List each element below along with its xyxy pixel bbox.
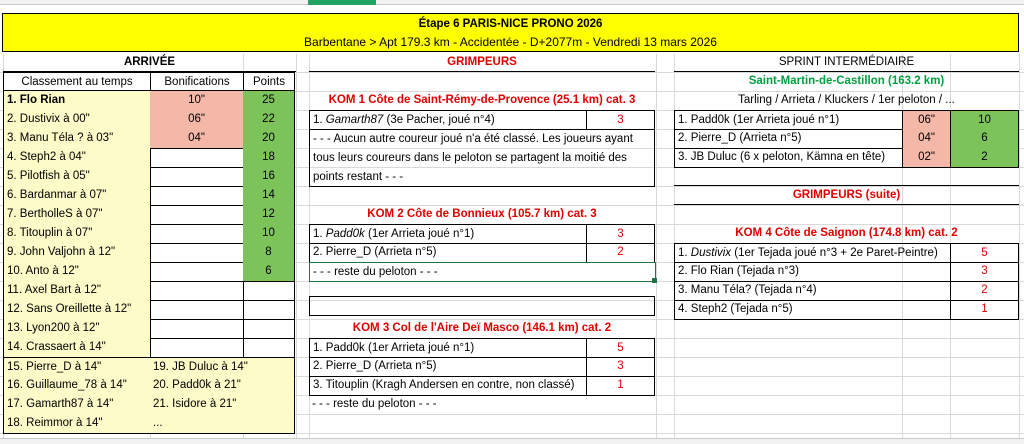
kom-row-name: 3. Titouplin — [313, 379, 369, 391]
arrivee-extra-right: 20. Padd0k à 21" — [150, 376, 295, 396]
kom4-title: KOM 4 Côte de Saignon (174.8 km) cat. 2 — [735, 227, 958, 239]
sprint-location: Saint-Martin-de-Castillon (163.2 km) — [748, 75, 945, 87]
arrivee-row-points — [243, 319, 295, 339]
kom1-title: KOM 1 Côte de Saint-Rémy-de-Provence (25.1 km) cat. 3 — [328, 94, 636, 106]
arrivee-row-bonif — [150, 262, 244, 282]
kom2-separator-box — [309, 296, 655, 316]
arrivee-extra-left: 15. Pierre_D à 14" — [3, 357, 151, 377]
kom-row-detail: (Tejada n°5) — [727, 303, 793, 315]
kom-row-detail: (Kragh Andersen en contre, non classé) — [368, 379, 575, 391]
page-title: Étape 6 PARIS-NICE PRONO 2026 — [418, 18, 603, 30]
kom-row-label — [309, 376, 587, 396]
kom-row-rank: 1. — [678, 247, 691, 259]
arrivee-row-label: 6. Bardanmar à 07" — [3, 186, 151, 206]
arrivee-row-points — [243, 338, 295, 358]
kom-row-rank: 1. — [313, 228, 326, 240]
kom-row-label — [309, 243, 587, 263]
arrivee-row-points: 6 — [243, 262, 295, 282]
arrivee-row-points: 22 — [243, 110, 295, 130]
arrivee-row-label: 5. Pilotfish à 05" — [3, 167, 151, 187]
kom-row-name: 2. Pierre_D — [313, 246, 372, 258]
kom-row-points: 1 — [586, 376, 655, 396]
arrivee-row-points: 10 — [243, 224, 295, 244]
arrivee-row-points: 14 — [243, 186, 295, 206]
arrivee-extra-left: 16. Guillaume_78 à 14" — [3, 376, 151, 396]
arrivee-row-bonif — [150, 186, 244, 206]
active-column-indicator — [308, 0, 376, 5]
arrivee-row-label: 9. John Valjohn à 12" — [3, 243, 151, 263]
arrivee-row-points — [243, 281, 295, 301]
kom-row-name: Dustivix — [690, 247, 732, 259]
kom-row-name: 4. Steph2 — [678, 303, 728, 315]
arrivee-row-label: 8. Titouplin à 07" — [3, 224, 151, 244]
kom-row-points: 5 — [586, 338, 655, 358]
sprint-row-points: 2 — [950, 148, 1019, 168]
arrivee-row-label: 13. Lyon200 à 12" — [3, 319, 151, 339]
sprint-row-label: 3. JB Duluc (6 x peloton, Kämna en tête) — [674, 148, 903, 168]
arrivee-row-bonif — [150, 300, 244, 320]
sprint-subtitle: Tarling / Arrieta / Kluckers / 1er peloton / ... — [738, 94, 955, 106]
sprint-row-bonif: 06" — [902, 110, 951, 130]
kom-row-points: 2 — [950, 281, 1019, 301]
grimpeurs-suite-title: GRIMPEURS (suite) — [674, 185, 1019, 205]
arrivee-extra-left: 18. Reimmor à 14" — [3, 414, 151, 434]
kom3-title: KOM 3 Col de l'Aire Deï Masco (146.1 km) cat. 2 — [352, 322, 612, 334]
arrivee-section — [0, 0, 1, 1]
kom-row-name: 2. Flo Rian — [678, 265, 734, 277]
arrivee-row-points: 25 — [243, 91, 295, 111]
kom-row-label — [309, 357, 587, 377]
arrivee-row-label: 10. Anto à 12" — [3, 262, 151, 282]
sprint-row-points: 10 — [950, 110, 1019, 130]
arrivee-row-points: 20 — [243, 129, 295, 149]
kom-row-label — [674, 300, 951, 320]
sprint-row-label: 1. Padd0k (1er Arrieta joué n°1) — [674, 110, 903, 130]
kom-row-name: 3. Manu Téla? — [678, 284, 752, 296]
kom-row-label — [309, 338, 587, 358]
sprint-row-label: 2. Pierre_D (Arrieta n°5) — [674, 129, 903, 149]
kom2-rest[interactable]: - - - reste du peloton - - - — [309, 262, 656, 282]
kom-row-name: 2. Pierre_D — [313, 360, 372, 372]
kom-row-name: Padd0k — [325, 228, 365, 240]
arrivee-row-bonif: 06" — [150, 110, 244, 130]
sprint-title: SPRINT INTERMÉDIAIRE — [674, 54, 1019, 72]
grimpeurs-title: GRIMPEURS — [309, 54, 655, 72]
arrivee-row-bonif — [150, 224, 244, 244]
sheet-tabs-bar[interactable] — [0, 438, 1024, 444]
kom-row-points: 3 — [586, 110, 655, 130]
kom-row-points: 3 — [586, 357, 655, 377]
kom-row-label — [674, 262, 951, 282]
arrivee-title: ARRIVÉE — [3, 54, 296, 72]
col-header-classement: Classement au temps — [3, 72, 151, 91]
kom-row-detail: (Tejada n°3) — [733, 265, 799, 277]
arrivee-extra-right: 19. JB Duluc à 14" — [150, 357, 295, 377]
arrivee-row-bonif — [150, 338, 244, 358]
kom2-title: KOM 2 Côte de Bonnieux (105.7 km) cat. 3 — [367, 208, 597, 220]
kom-row-detail: (Arrieta n°5) — [371, 360, 437, 372]
kom-row-name: 1. Padd0k — [313, 342, 365, 354]
arrivee-row-bonif: 10" — [150, 91, 244, 111]
kom-row-detail: (1er Arrieta joué n°1) — [364, 342, 475, 354]
arrivee-extra-right: 21. Isidore à 21" — [150, 395, 295, 415]
kom-row-detail: (Arrieta n°5) — [371, 246, 437, 258]
gridline-v — [1019, 54, 1020, 438]
gridline-v — [656, 54, 657, 438]
kom-row-detail: (3e Pacher, joué n°4) — [383, 114, 495, 126]
kom-row-points: 3 — [586, 224, 655, 244]
arrivee-row-bonif — [150, 319, 244, 339]
arrivee-row-label: 3. Manu Téla ? à 03" — [3, 129, 151, 149]
column-header-strip — [0, 0, 1024, 5]
kom-row-label — [674, 243, 951, 263]
col-header-points: Points — [243, 72, 295, 91]
arrivee-row-bonif — [150, 243, 244, 263]
kom1-note-line-2: tous leurs coureurs dans le peloton se partagent la moitié des — [313, 152, 627, 164]
arrivee-extra-right: ... — [150, 414, 295, 434]
kom1-note — [309, 129, 655, 187]
stage-subtitle: Barbentane > Apt 179.3 km - Accidentée - D+2077m - Vendredi 13 mars 2026 — [304, 35, 717, 49]
kom-row-label — [309, 110, 587, 130]
header-banner — [2, 13, 1019, 52]
arrivee-row-bonif — [150, 281, 244, 301]
arrivee-row-points: 18 — [243, 148, 295, 168]
kom-row-detail: (1er Tejada joué n°3 + 2e Paret-Peintre) — [731, 247, 938, 259]
arrivee-row-label: 1. Flo Rian — [3, 91, 151, 111]
arrivee-row-points: 16 — [243, 167, 295, 187]
kom-row-detail: (Tejada n°4) — [751, 284, 817, 296]
kom3-rest: - - - reste du peloton - - - — [312, 398, 437, 410]
arrivee-row-label: 7. BertholleS à 07" — [3, 205, 151, 225]
kom-row-rank: 1. — [313, 114, 326, 126]
kom-row-points: 2 — [586, 243, 655, 263]
kom-row-points: 5 — [950, 243, 1019, 263]
sprint-row-bonif: 04" — [902, 129, 951, 149]
kom-row-detail: (1er Arrieta joué n°1) — [364, 228, 475, 240]
kom-row-label — [674, 281, 951, 301]
arrivee-row-label: 12. Sans Oreillette à 12" — [3, 300, 151, 320]
arrivee-row-bonif — [150, 205, 244, 225]
gridline-v — [296, 54, 297, 438]
arrivee-row-points: 12 — [243, 205, 295, 225]
sprint-row-bonif: 02" — [902, 148, 951, 168]
cell-fill-handle[interactable] — [652, 278, 657, 283]
arrivee-row-label: 11. Axel Bart à 12" — [3, 281, 151, 301]
arrivee-row-points: 8 — [243, 243, 295, 263]
arrivee-extra-left: 17. Gamarth87 à 14" — [3, 395, 151, 415]
arrivee-row-bonif: 04" — [150, 129, 244, 149]
arrivee-row-bonif — [150, 167, 244, 187]
sprint-row-points: 6 — [950, 129, 1019, 149]
arrivee-row-bonif — [150, 148, 244, 168]
kom1-note-line-1: - - - Aucun autre coureur joué n'a été classé. Les joueurs ayant — [313, 133, 633, 145]
arrivee-row-label: 4. Steph2 à 04" — [3, 148, 151, 168]
kom-row-name: Gamarth87 — [325, 114, 384, 126]
kom-row-label — [309, 224, 587, 244]
kom1-note-line-3: points restant - - - — [313, 171, 404, 183]
kom-row-points: 3 — [950, 262, 1019, 282]
arrivee-row-points — [243, 300, 295, 320]
kom-row-points: 1 — [950, 300, 1019, 320]
col-header-bonifications: Bonifications — [150, 72, 244, 91]
arrivee-row-label: 2. Dustivix à 00" — [3, 110, 151, 130]
arrivee-row-label: 14. Crassaert à 14" — [3, 338, 151, 358]
